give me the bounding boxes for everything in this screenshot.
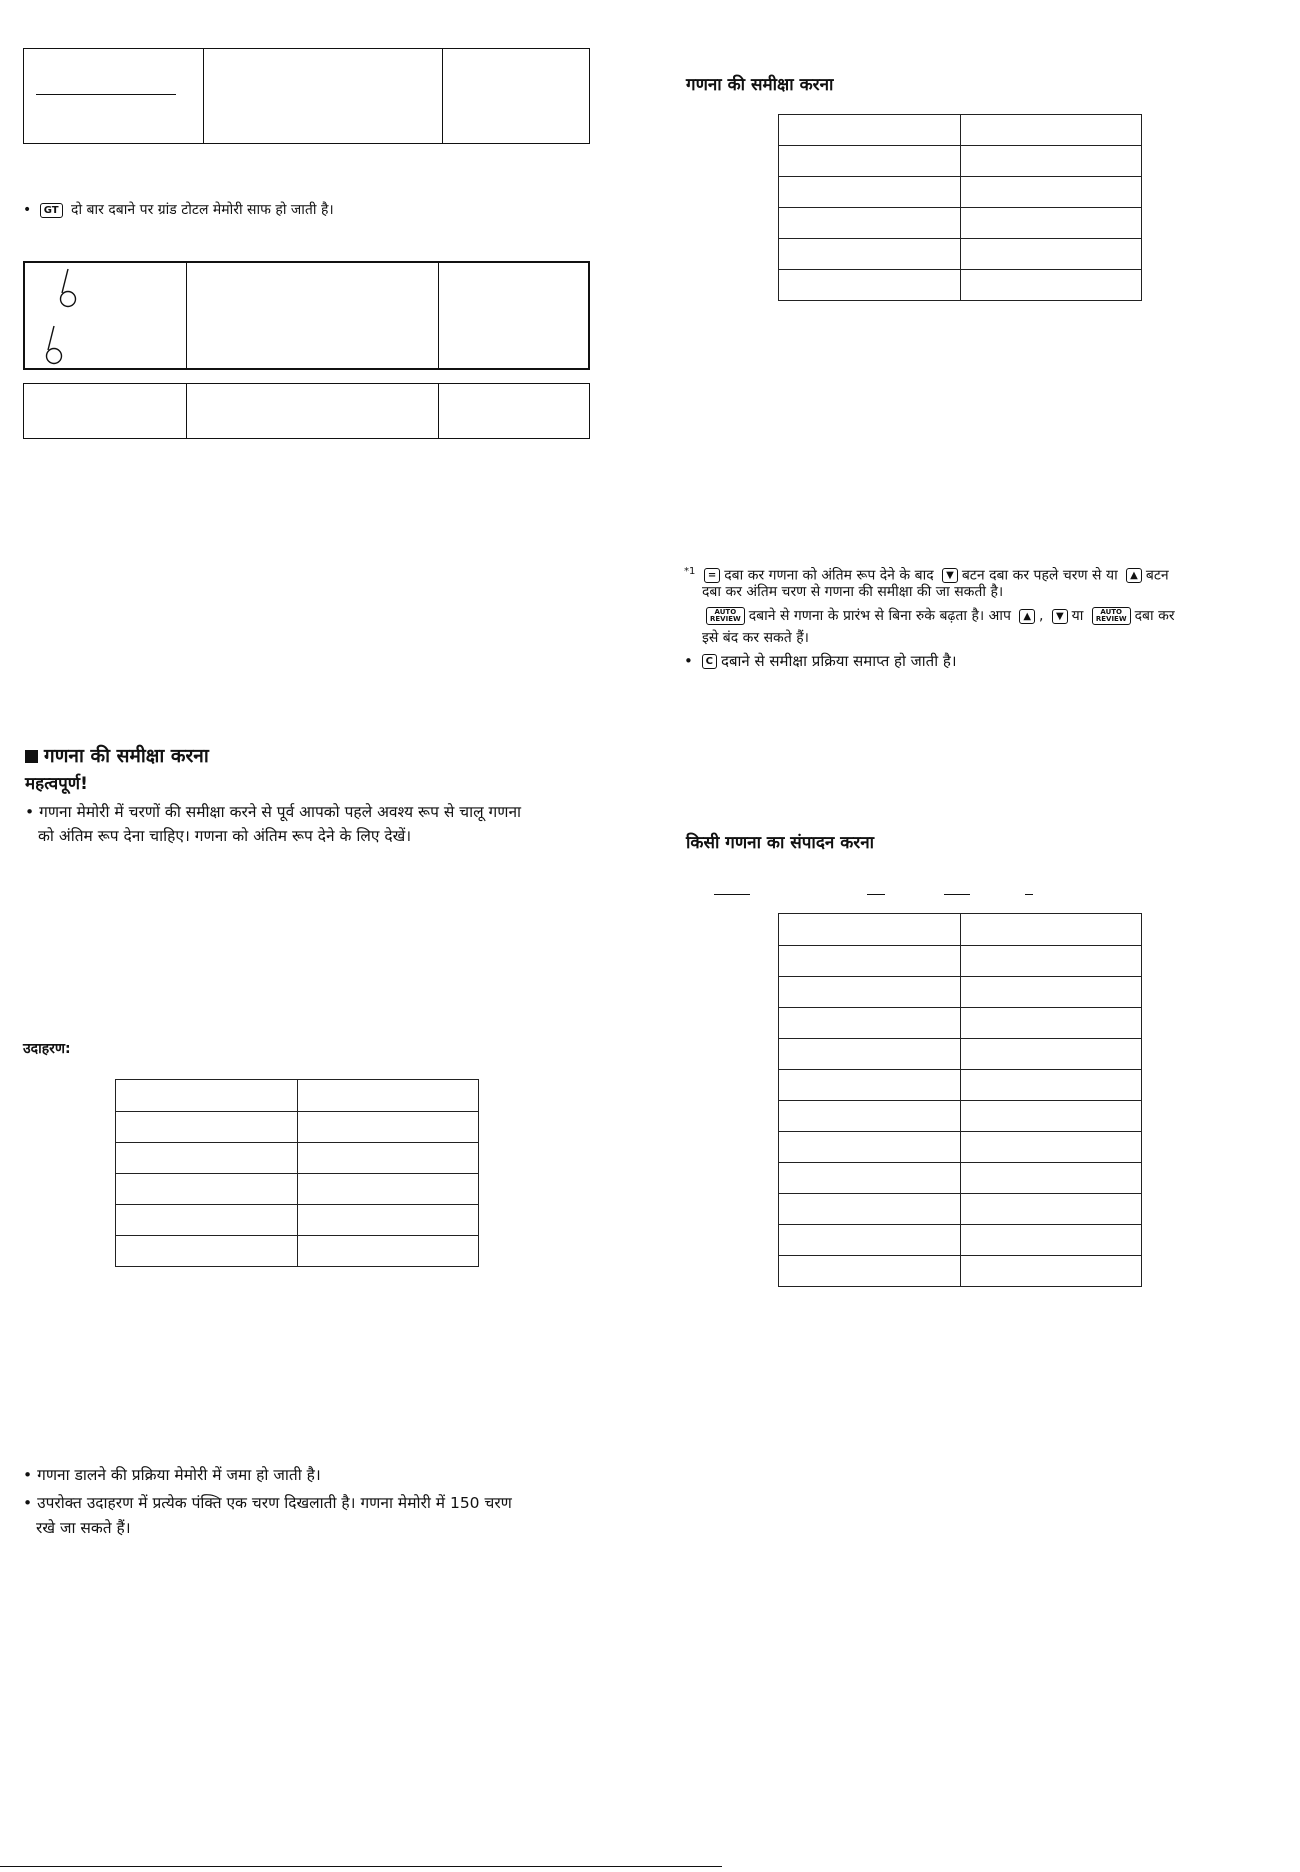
table-row xyxy=(116,1205,479,1236)
table-row xyxy=(779,977,1142,1008)
edit-underline-2 xyxy=(867,894,885,895)
equals-key-icon: = xyxy=(704,568,720,583)
table-cell xyxy=(960,1101,1142,1132)
display-symbol-icon-2 xyxy=(40,322,70,368)
table-cell xyxy=(960,115,1142,146)
right-review-title: गणना की समीक्षा करना xyxy=(686,75,834,95)
table-row xyxy=(779,1132,1142,1163)
table-row xyxy=(779,1163,1142,1194)
example-table xyxy=(115,1079,479,1267)
note-1 xyxy=(23,1464,321,1486)
table-cell xyxy=(779,1256,961,1287)
table-cell xyxy=(116,1174,298,1205)
table-row xyxy=(116,1143,479,1174)
auto-review-key-icon-2 xyxy=(1092,607,1131,625)
c-key-icon: C xyxy=(702,654,717,669)
table-cell xyxy=(779,115,961,146)
table-cell xyxy=(960,1008,1142,1039)
example-label: उदाहरण: xyxy=(23,1041,71,1057)
table-cell xyxy=(960,1039,1142,1070)
note-2 xyxy=(23,1492,512,1514)
table-row xyxy=(779,1070,1142,1101)
review-section-title: गणना की समीक्षा करना xyxy=(44,745,209,767)
table-row xyxy=(779,177,1142,208)
table-cell xyxy=(779,177,961,208)
table-row xyxy=(779,239,1142,270)
table-cell xyxy=(297,1112,479,1143)
table-cell xyxy=(960,1163,1142,1194)
table-cell xyxy=(779,208,961,239)
table-row xyxy=(779,1256,1142,1287)
important-label: महत्वपूर्ण! xyxy=(25,774,88,794)
table-cell xyxy=(960,1194,1142,1225)
table-cell xyxy=(116,1080,298,1112)
table-cell xyxy=(116,1205,298,1236)
edit-underline-1 xyxy=(714,894,750,895)
c-note-bullet: • xyxy=(684,652,693,670)
table-cell xyxy=(116,1236,298,1267)
footnote-line-2: दबा कर अंतिम चरण से गणना की समीक्षा की जा सकती है। xyxy=(702,584,1004,600)
note-1-bullet: • xyxy=(23,1466,33,1484)
footnote-line-3 xyxy=(702,605,1175,627)
important-text-line1 xyxy=(25,801,521,823)
note-2-bullet: • xyxy=(23,1494,33,1512)
result-panel-divider-1 xyxy=(186,383,187,439)
table-cell xyxy=(779,270,961,301)
display-symbol-icon-1 xyxy=(54,265,84,311)
table-row xyxy=(779,115,1142,146)
table-cell xyxy=(960,1256,1142,1287)
auto-review-key-bottom-2: REVIEW xyxy=(1095,615,1127,623)
table-row xyxy=(116,1080,479,1112)
footnote-comma: , xyxy=(1039,608,1044,624)
table-cell xyxy=(960,1225,1142,1256)
auto-review-key-bottom: REVIEW xyxy=(710,615,741,623)
c-key-note xyxy=(684,650,957,672)
table-cell xyxy=(116,1143,298,1174)
important-bullet: • xyxy=(25,803,35,821)
table-cell xyxy=(960,1132,1142,1163)
table-row xyxy=(779,1194,1142,1225)
note-2-text: उपरोक्त उदाहरण में प्रत्येक पंक्ति एक चरण दिखलाती है। गणना मेमोरी में 150 चरण xyxy=(37,1494,512,1512)
gt-note-bullet: • xyxy=(23,202,32,218)
table-cell xyxy=(779,1008,961,1039)
top-panel-divider-2 xyxy=(442,48,443,144)
footnote-mark: *1 xyxy=(684,566,696,577)
table-cell xyxy=(779,146,961,177)
gt-note xyxy=(23,199,334,221)
table-row xyxy=(779,208,1142,239)
section-square-icon xyxy=(25,750,38,763)
up-arrow-key-icon: ▲ xyxy=(1126,568,1142,583)
auto-review-key-icon xyxy=(706,607,745,625)
table-cell xyxy=(779,1225,961,1256)
c-note-text: दबाने से समीक्षा प्रक्रिया समाप्त हो जाती है। xyxy=(720,652,957,670)
table-cell xyxy=(960,946,1142,977)
footnote-text-3b: या xyxy=(1071,608,1084,624)
table-cell xyxy=(960,977,1142,1008)
table-row xyxy=(779,270,1142,301)
table-cell xyxy=(779,914,961,946)
review-table xyxy=(778,114,1142,301)
gt-key-icon: GT xyxy=(40,203,63,218)
table-row xyxy=(116,1174,479,1205)
auto-review-key-top: AUTO xyxy=(714,608,737,616)
table-row xyxy=(779,1008,1142,1039)
table-cell xyxy=(779,1132,961,1163)
table-cell xyxy=(779,1194,961,1225)
note-1-text: गणना डालने की प्रक्रिया मेमोरी में जमा हो जाती है। xyxy=(37,1466,321,1484)
table-cell xyxy=(297,1174,479,1205)
table-cell xyxy=(779,239,961,270)
table-cell xyxy=(779,1070,961,1101)
table-row xyxy=(779,1225,1142,1256)
table-cell xyxy=(960,177,1142,208)
display-panel-box xyxy=(23,261,590,370)
edit-underline-4 xyxy=(1025,894,1033,895)
edit-underline-3 xyxy=(944,894,970,895)
table-row xyxy=(779,914,1142,946)
table-cell xyxy=(960,208,1142,239)
footnote-line-4: इसे बंद कर सकते हैं। xyxy=(702,630,809,646)
table-row xyxy=(779,1039,1142,1070)
footnote-text-1b: बटन दबा कर पहले चरण से या xyxy=(961,567,1118,584)
review-section-heading xyxy=(25,745,209,767)
down-arrow-key-icon: ▼ xyxy=(942,568,958,583)
table-cell xyxy=(297,1143,479,1174)
edit-section-title: किसी गणना का संपादन करना xyxy=(686,833,875,853)
table-row xyxy=(779,146,1142,177)
table-cell xyxy=(960,270,1142,301)
edit-table xyxy=(778,913,1142,1287)
page-bottom-rule xyxy=(0,1866,722,1867)
table-cell xyxy=(960,146,1142,177)
top-panel-underline xyxy=(36,94,176,95)
table-cell xyxy=(960,914,1142,946)
up-arrow-key-icon-2: ▲ xyxy=(1019,609,1035,624)
table-cell xyxy=(779,1163,961,1194)
table-row xyxy=(116,1112,479,1143)
table-cell xyxy=(297,1236,479,1267)
table-row xyxy=(779,946,1142,977)
footnote-text-3a: दबाने से गणना के प्रारंभ से बिना रुके बढ़ता है। आप xyxy=(748,608,1011,624)
display-panel-divider-1 xyxy=(186,261,187,370)
footnote-text-1c: बटन xyxy=(1145,567,1169,584)
result-panel-box xyxy=(23,383,590,439)
table-cell xyxy=(779,946,961,977)
auto-review-key-top-2: AUTO xyxy=(1100,608,1123,616)
table-cell xyxy=(779,977,961,1008)
table-cell xyxy=(116,1112,298,1143)
important-text-line2: को अंतिम रूप देना चाहिए। गणना को अंतिम रूप देने के लिए देखें। xyxy=(38,827,412,845)
down-arrow-key-icon-2: ▼ xyxy=(1052,609,1068,624)
table-cell xyxy=(960,1070,1142,1101)
table-row xyxy=(779,1101,1142,1132)
important-text: गणना मेमोरी में चरणों की समीक्षा करने से पूर्व आपको पहले अवश्य रूप से चालू गणना xyxy=(39,803,522,821)
table-row xyxy=(116,1236,479,1267)
table-cell xyxy=(297,1080,479,1112)
display-panel-divider-2 xyxy=(438,261,439,370)
table-cell xyxy=(297,1205,479,1236)
gt-note-text: दो बार दबाने पर ग्रांड टोटल मेमोरी साफ हो जाती है। xyxy=(71,202,334,218)
note-2-continued: रखे जा सकते हैं। xyxy=(36,1519,131,1537)
table-cell xyxy=(779,1101,961,1132)
footnote-text-1a: दबा कर गणना को अंतिम रूप देने के बाद xyxy=(724,567,934,584)
top-panel-divider-1 xyxy=(203,48,204,144)
result-panel-divider-2 xyxy=(438,383,439,439)
table-cell xyxy=(960,239,1142,270)
table-cell xyxy=(779,1039,961,1070)
footnote-text-3c: दबा कर xyxy=(1134,608,1175,624)
top-panel-box xyxy=(23,48,590,144)
